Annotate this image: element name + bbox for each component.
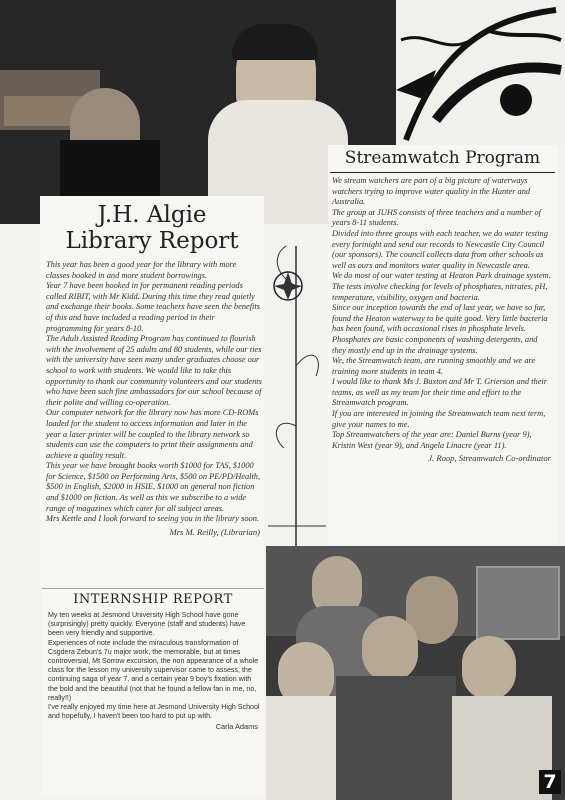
library-paragraph: The Adult Assisted Reading Program has continued to flourish with the involvement of 25 adults and 80 students, while our ties with the university have seen many under graduates choose our school to work with students. We would like to take this opportunity to thank our community volunteers and our students who have been such fine ambassadors for our school because of their polite and willing co-operation. <box>46 334 262 407</box>
internship-paragraph: Experiences of note include the miraculous transformation of Csgdera Zebun's 7u major work, the memorable, but at times controversial, Mt Sorrow excursion, the non appearance of a whole class for the lesson my university supervisor came to assess, the continuing saga of year 7, and a certain year 9 boy's fixation with the bold and the beautiful (not that he found a fellow fan in me, no, really!!) <box>48 638 259 702</box>
streamwatch-paragraph: I would like to thank Ms J. Buxton and Mr T. Grierson and their teams, as well as my team for their time and effort to the Streamwatch program. <box>332 377 548 408</box>
page-number: 7 <box>539 770 561 794</box>
streamwatch-paragraph: We stream watchers are part of a big picture of waterways watchers trying to improve water quality in the Hunter and Australia. <box>332 176 531 207</box>
streamwatch-paragraph: If you are interested in joining the Streamwatch team next term, give your names to me. <box>332 409 546 429</box>
flower-drawing <box>266 226 328 546</box>
library-paragraph: This year we have brought books worth $1000 for TAS, $1000 for Science, $1500 on Performing Arts, $500 on PE/PD/Health, $500 in English, $2000 in HSIE, $1000 on general non fiction and $1000 on fiction. As well as this we subscribe to a wide range of magazines which cater for all subject areas. <box>46 461 261 513</box>
plant-illustration <box>266 226 328 546</box>
library-paragraph: Mrs Kettle and I look forward to seeing you in the library soon. <box>46 514 260 524</box>
streamwatch-paragraph: Divided into three groups with each teacher, we do water testing every fortnight and send our records to Newcastle City Council (our sponsors). The council collects data from other schools as well as ours and monitors water quality in Newcastle area. <box>332 228 548 270</box>
library-title-line2: Library Report <box>65 228 239 254</box>
internship-paragraph: My ten weeks at Jesmond University High School have gone (surprisingly) pretty quickly. Everyone (staff and students) have been very friendly and supportive. <box>48 611 246 638</box>
library-body <box>40 254 264 525</box>
streamwatch-paragraph: We do most of our water testing at Heaton Park drainage system. The tests involve checking for levels of phosphates, nitrates, pH, temperature, visibility, oxygen and bacteria. <box>332 271 551 302</box>
streamwatch-body <box>328 173 557 451</box>
library-title <box>40 196 264 254</box>
streamwatch-paragraph: The group at JUHS consists of three teachers and a number of years 8-11 students. <box>332 207 541 228</box>
fish-drawing <box>396 0 565 145</box>
streamwatch-paragraph: Top Streamwatchers of the year are: Daniel Burns (year 9), Kristin West (year 9), and Angela Linacre (year 11). <box>332 430 532 450</box>
library-paragraph: This year has been a good year for the library with more classes booked in and more student borrowings. <box>46 260 237 280</box>
internship-title: INTERNSHIP REPORT <box>73 592 233 607</box>
internship-group-photo <box>266 546 565 800</box>
internship-paragraph: I've really enjoyed my time here at Jesmond University High School and hopefully, I haven't been too hard to put up with. <box>48 703 260 721</box>
streamwatch-paragraph: Phosphates are basic components of washing detergents, and they mostly end up in the drainage systems. <box>332 334 538 355</box>
stream-illustration <box>396 0 565 145</box>
library-title-line1: J.H. Algie <box>97 202 207 228</box>
library-paragraph: Year 7 have been booked in for permanent reading periods called RIBIT, with Mr Kidd. During this time they read quietly and exchange their books. Some teachers have seen the benefits of this and have included a reading period in their programming for years 8-10. <box>46 281 260 333</box>
streamwatch-signature: J. Roop, Streamwatch Co-ordinator <box>428 453 551 464</box>
streamwatch-section <box>328 145 557 545</box>
library-paragraph: Our computer network for the library now has more CD-ROMs loaded for the student to access information and later in the year a laser printer will be coupled to the library network so students can use the computers to print their assignments and achieve a quality result. <box>46 408 259 460</box>
internship-signature: Carla Adams <box>215 722 258 732</box>
streamwatch-title: Streamwatch Program <box>330 145 555 173</box>
streamwatch-paragraph: We, the Streamwatch team, are running smoothly and we are training more students in team 4. <box>332 356 536 376</box>
internship-section <box>42 588 264 795</box>
library-section <box>40 196 264 586</box>
internship-body <box>42 607 264 721</box>
streamwatch-paragraph: Since our inception towards the end of last year, we have so far, found the Heaton waterway to be quite good. Very little bacteria has been found, with occasional rises in phosphate levels. <box>332 303 548 334</box>
library-signature: Mrs M. Reilly, (Librarian) <box>169 526 260 537</box>
